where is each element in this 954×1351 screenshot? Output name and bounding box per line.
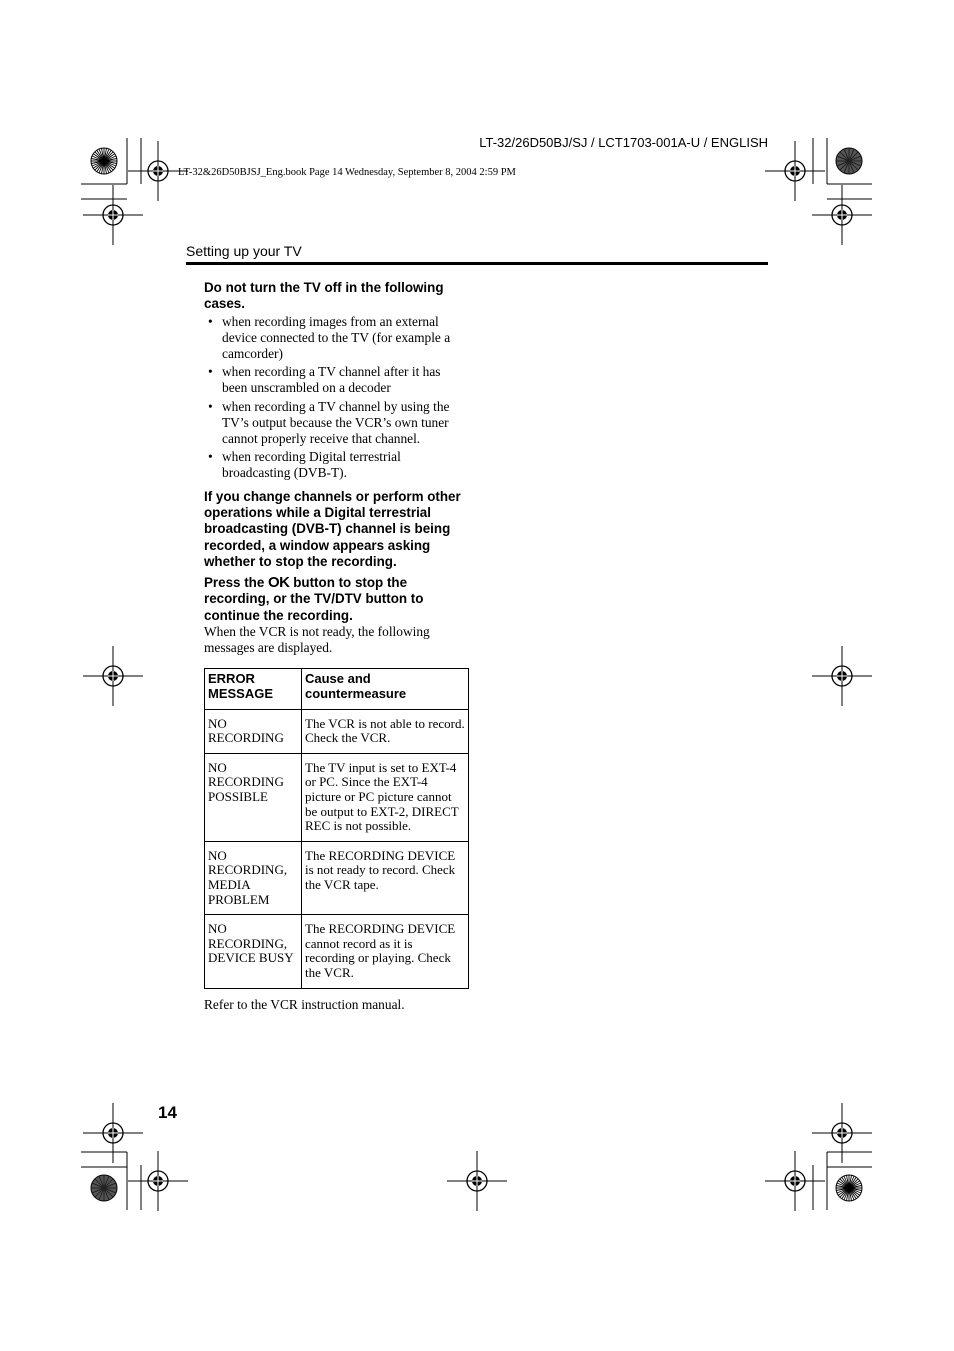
list-item: • when recording Digital terrestrial broadcasting (DVB-T).	[204, 449, 469, 481]
header-cause: Cause and countermeasure	[302, 669, 469, 709]
table-row	[205, 841, 469, 914]
model-line: LT-32/26D50BJ/SJ / LCT1703-001A-U / ENGLISH	[479, 135, 768, 150]
book-info: LT-32&26D50BJSJ_Eng.book Page 14 Wednesday, September 8, 2004 2:59 PM	[178, 167, 516, 178]
error-message-cell: NO RECORDING POSSIBLE	[205, 753, 302, 841]
bullet-list	[204, 314, 469, 482]
header-error-message: ERROR MESSAGE	[205, 669, 302, 709]
list-item: • when recording a TV channel by using the TV’s output because the VCR’s own tuner cannot properly receive that channel.	[204, 399, 469, 448]
cause-cell: The TV input is set to EXT-4 or PC. Since the EXT-4 picture or PC picture cannot be output to EXT-2, DIRECT REC is not possible.	[302, 753, 469, 841]
heading-do-not-turn-off: Do not turn the TV off in the following cases.	[204, 280, 444, 312]
error-message-cell: NO RECORDING, MEDIA PROBLEM	[205, 841, 302, 914]
table-row	[205, 915, 469, 988]
list-item: • when recording a TV channel after it has been unscrambled on a decoder	[204, 364, 469, 396]
error-message-cell: NO RECORDING	[205, 709, 302, 753]
table-header-row	[205, 669, 469, 709]
section-title: Setting up your TV	[186, 243, 302, 259]
header-rule	[186, 262, 768, 265]
heading-change-channels: If you change channels or perform other operations while a Digital terrestrial broadcasting (DVB-T) channel is being recorded, a window appears asking whether to stop the recording.	[204, 488, 461, 569]
error-message-table	[204, 668, 469, 988]
heading-press-ok	[204, 575, 469, 624]
cause-cell: The VCR is not able to record. Check the VCR.	[302, 709, 469, 753]
table-row	[205, 753, 469, 841]
list-item: • when recording images from an external device connected to the TV (for example a camcorder)	[204, 314, 469, 363]
main-content	[204, 280, 469, 1013]
table-row	[205, 709, 469, 753]
heading-press-ok-post: button to stop the recording, or the TV/DTV button to continue the recording.	[204, 575, 424, 623]
cause-cell: The RECORDING DEVICE is not ready to record. Check the VCR tape.	[302, 841, 469, 914]
cause-cell: The RECORDING DEVICE cannot record as it is recording or playing. Check the VCR.	[302, 915, 469, 988]
page-number: 14	[158, 1103, 177, 1122]
refer-note: Refer to the VCR instruction manual.	[204, 996, 405, 1012]
ok-button-icon: OK	[268, 574, 290, 592]
vcr-note: When the VCR is not ready, the following messages are displayed.	[204, 624, 430, 656]
error-message-cell: NO RECORDING, DEVICE BUSY	[205, 915, 302, 988]
heading-press-ok-pre: Press the	[204, 575, 269, 591]
